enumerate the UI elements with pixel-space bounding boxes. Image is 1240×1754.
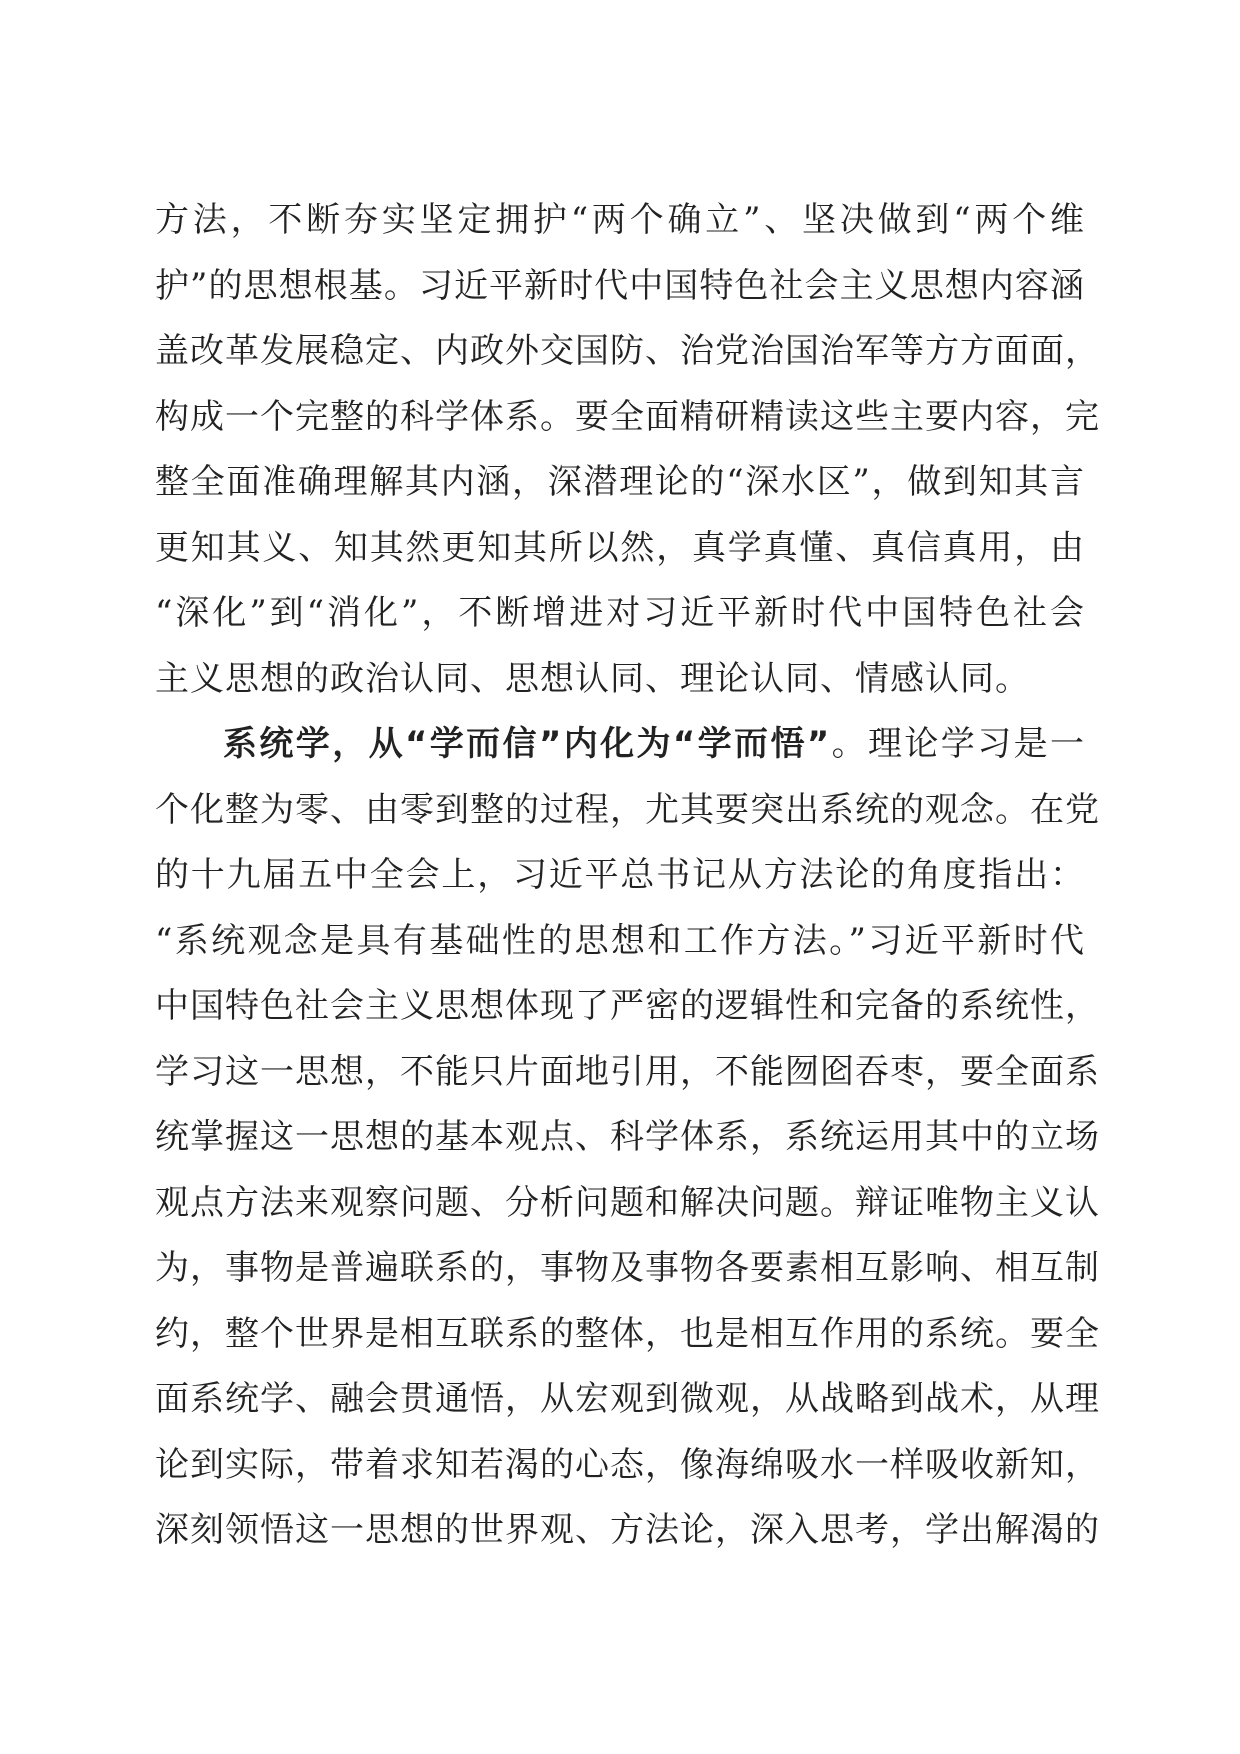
paragraph-2 xyxy=(155,712,1100,1564)
paragraph-2-line: “系统观念是具有基础性的思想和工作方法。”习近平新时代 xyxy=(155,920,1085,961)
paragraph-2-line: 深刻领悟这一思想的世界观、方法论，深入思考，学出解渴的 xyxy=(155,1510,1100,1550)
paragraph-1-line: 盖改革发展稳定、内政外交国防、治党治国治军等方方面面， xyxy=(155,331,1100,371)
paragraph-2-first-line xyxy=(155,712,1085,778)
paragraph-1 xyxy=(155,188,1100,712)
paragraph-1-line: “深化”到“消化”，不断增进对习近平新时代中国特色社会 xyxy=(155,593,1085,633)
paragraph-2-line: 约，整个世界是相互联系的整体，也是相互作用的系统。要全 xyxy=(155,1313,1100,1354)
paragraph-1-line: 方法，不断夯实坚定拥护“两个确立”、坚决做到“两个维 xyxy=(155,200,1085,240)
paragraph-1-line: 主义思想的政治认同、思想认同、理论认同、情感认同。 xyxy=(155,658,1030,699)
paragraph-2-line: 个化整为零、由零到整的过程，尤其要突出系统的观念。在党 xyxy=(155,789,1100,830)
paragraph-1-line: 整全面准确理解其内涵，深潜理论的“深水区”，做到知其言 xyxy=(155,462,1085,502)
document-body xyxy=(155,188,1100,1564)
paragraph-1-line: 构成一个完整的科学体系。要全面精研精读这些主要内容，完 xyxy=(155,396,1100,437)
paragraph-2-line: 论到实际，带着求知若渴的心态，像海绵吸水一样吸收新知， xyxy=(155,1444,1100,1485)
paragraph-1-line: 护”的思想根基。习近平新时代中国特色社会主义思想内容涵 xyxy=(155,265,1085,306)
paragraph-2-first-line-text: 。理论学习是一 xyxy=(830,724,1086,764)
paragraph-2-line: 观点方法来观察问题、分析问题和解决问题。辩证唯物主义认 xyxy=(155,1182,1100,1223)
paragraph-2-line: 统掌握这一思想的基本观点、科学体系，系统运用其中的立场 xyxy=(155,1117,1100,1157)
section-heading: 系统学，从“学而信”内化为“学而悟” xyxy=(223,724,831,764)
paragraph-2-line: 学习这一思想，不能只片面地引用，不能囫囵吞枣，要全面系 xyxy=(155,1051,1100,1092)
paragraph-2-line: 面系统学、融会贯通悟，从宏观到微观，从战略到战术，从理 xyxy=(155,1379,1100,1419)
paragraph-1-line: 更知其义、知其然更知其所以然，真学真懂、真信真用，由 xyxy=(155,527,1085,568)
paragraph-2-line: 为，事物是普遍联系的，事物及事物各要素相互影响、相互制 xyxy=(155,1248,1100,1288)
paragraph-2-line: 中国特色社会主义思想体现了严密的逻辑性和完备的系统性， xyxy=(155,986,1100,1026)
paragraph-2-line: 的十九届五中全会上，习近平总书记从方法论的角度指出： xyxy=(155,855,1085,895)
